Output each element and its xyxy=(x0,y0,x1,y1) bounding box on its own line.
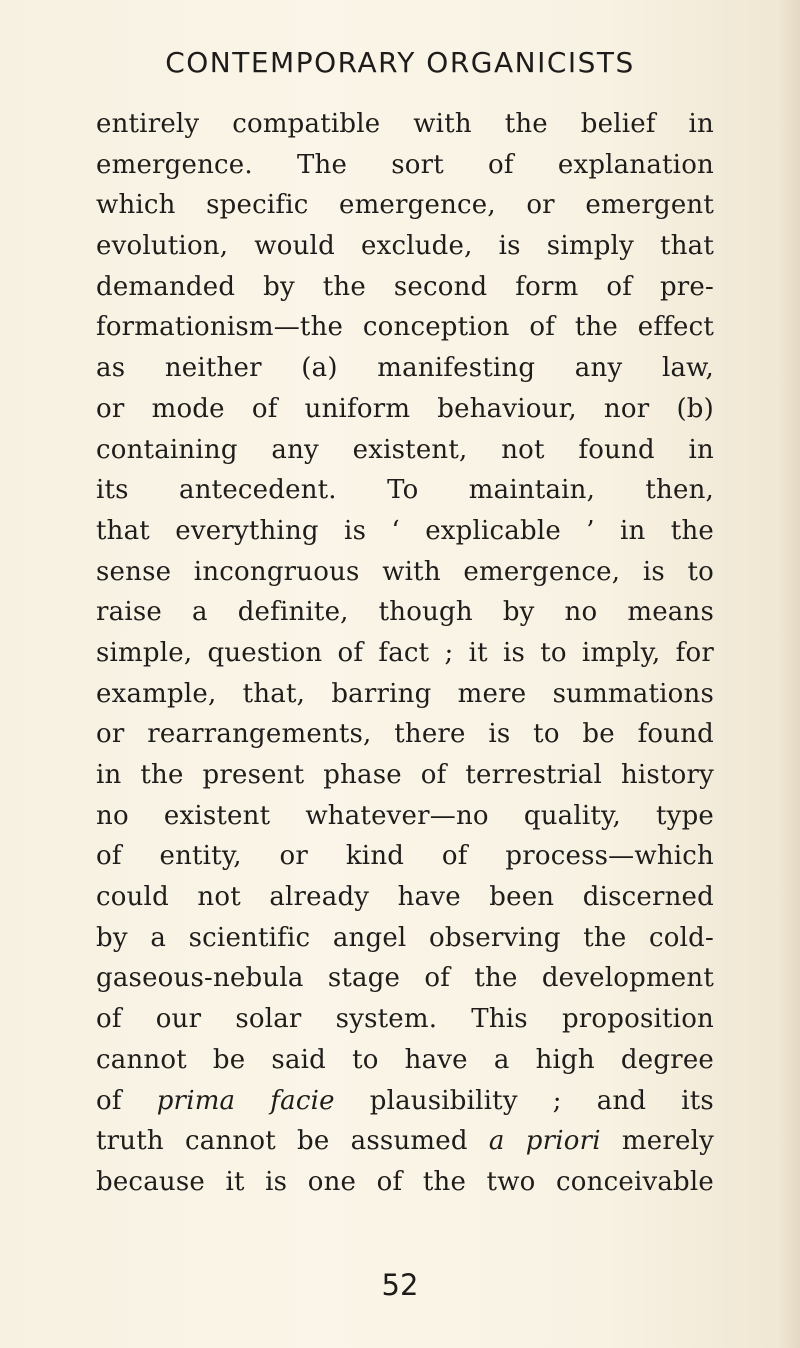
text-line: of our solar system. This proposition xyxy=(96,1004,714,1035)
text-line: or rearrangements, there is to be found xyxy=(96,719,714,750)
text-line: could not already have been discerned xyxy=(96,882,714,913)
text-line: of entity, or kind of process—which xyxy=(96,841,714,872)
text-line: which specific emergence, or emergent xyxy=(96,190,714,221)
text-line: gaseous-nebula stage of the development xyxy=(96,963,714,994)
page-edge-shadow xyxy=(778,0,800,1348)
text-line: in the present phase of terrestrial history xyxy=(96,760,714,790)
text-line: truth cannot be assumed a priori merely xyxy=(96,1126,714,1157)
text-line: raise a definite, though by no means xyxy=(96,597,714,628)
text-line: example, that, barring mere summations xyxy=(96,678,714,709)
text-line: of prima facie plausibility ; and its xyxy=(96,1085,714,1116)
text-line: cannot be said to have a high degree xyxy=(96,1044,714,1075)
text-line: no existent whatever—no quality, type xyxy=(96,800,714,831)
text-line: formationism—the conception of the effect xyxy=(96,312,714,343)
text-line: its antecedent. To maintain, then, xyxy=(96,475,714,506)
text-line: by a scientific angel observing the cold- xyxy=(96,922,714,953)
text-line: because it is one of the two conceivable xyxy=(96,1166,714,1197)
page-number: 52 xyxy=(381,1268,419,1302)
text-line: or mode of uniform behaviour, nor (b) xyxy=(96,393,714,424)
text-line: emergence. The sort of explanation xyxy=(96,149,714,180)
text-line: as neither (a) manifesting any law, xyxy=(96,353,714,384)
italic-phrase: a priori xyxy=(488,1126,601,1157)
text-line: that everything is ‘ explicable ’ in the xyxy=(96,515,714,546)
text-line: evolution, would exclude, is simply that xyxy=(96,231,714,262)
text-line: entirely compatible with the belief in xyxy=(96,109,714,139)
text-line: sense incongruous with emergence, is to xyxy=(96,556,714,587)
body-text xyxy=(96,104,714,1203)
text-line: simple, question of fact ; it is to imply, for xyxy=(96,637,714,668)
text-line: containing any existent, not found in xyxy=(96,434,714,465)
text-line: demanded by the second form of pre- xyxy=(96,271,714,302)
italic-phrase: prima facie xyxy=(156,1085,335,1116)
running-head: CONTEMPORARY ORGANICISTS xyxy=(165,46,635,79)
